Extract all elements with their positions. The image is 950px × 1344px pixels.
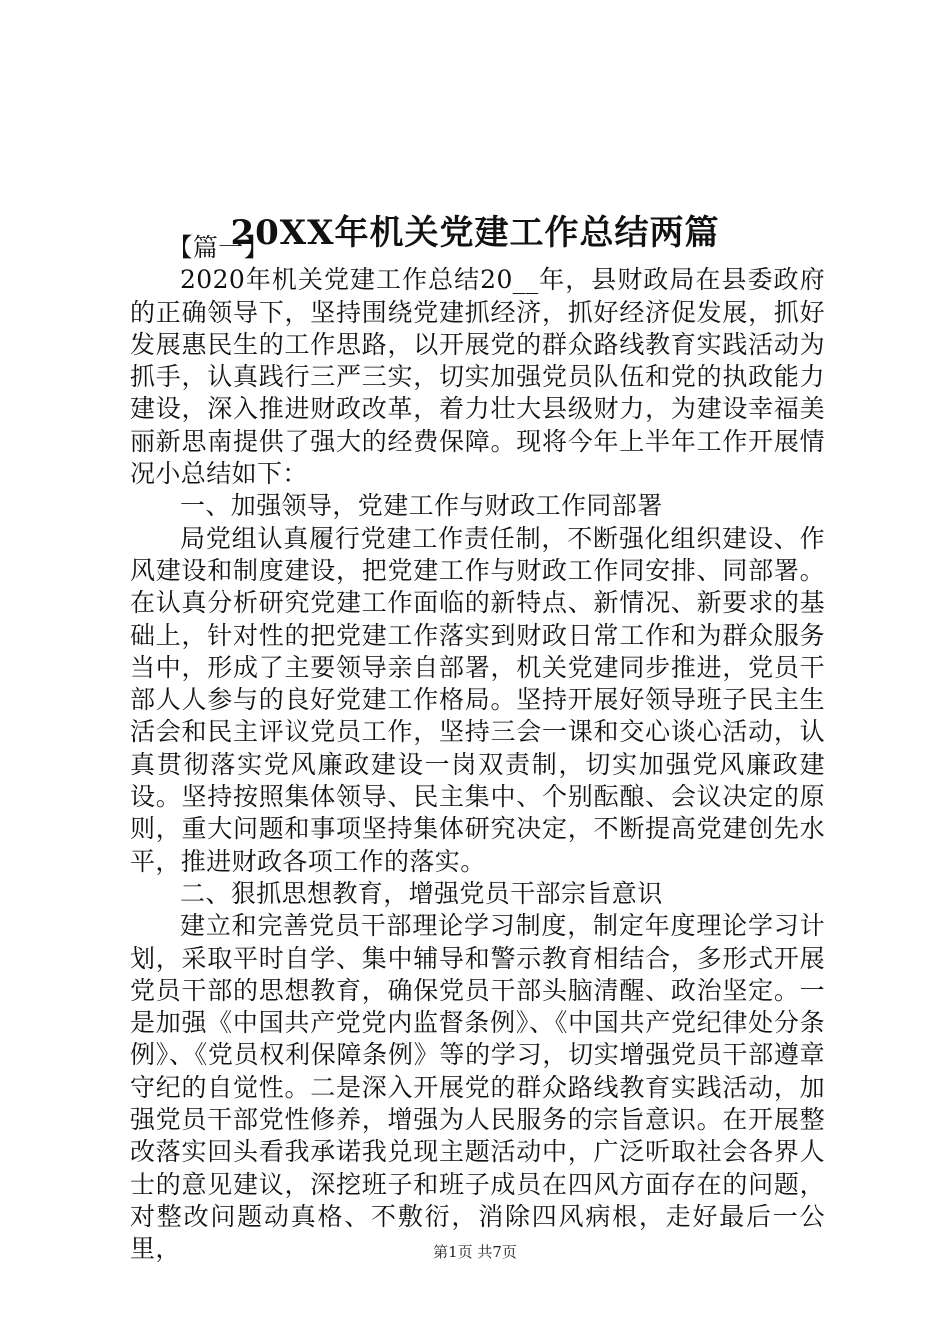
document-body: [130, 232, 825, 1266]
section-heading-2: 二、狠抓思想教育，增强党员干部宗旨意识: [180, 878, 663, 908]
section-label: 【篇一】: [167, 233, 270, 262]
section-paragraph-1: 局党组认真履行党建工作责任制，不断强化组织建设、作风建设和制度建设，把党建工作与财政工作同安排、同部署。在认真分析研究党建工作面临的新特点、新情况、新要求的基础上，针对性的把党建工作落实到财政日常工作和为群众服务当中，形成了主要领导亲自部署，机关党建同步推进，党员干部人人参与的良好党建工作格局。坚持开展好领导班子民主生活会和民主评议党员工作，坚持三会一课和交心谈心活动，认真贯彻落实党风廉政建设一岗双责制，切实加强党风廉政建设。坚持按照集体领导、民主集中、个别酝酿、会议决定的原则，重大问题和事项坚持集体研究决定，不断提高党建创先水平，推进财政各项工作的落实。: [130, 523, 825, 876]
page-footer: 第1页 共7页: [433, 1243, 517, 1261]
section-heading-1: 一、加强领导，党建工作与财政工作同部署: [180, 491, 663, 521]
document-title: 20XX年机关党建工作总结两篇: [230, 212, 720, 253]
intro-paragraph: 2020年机关党建工作总结20__年，县财政局在县委政府的正确领导下，坚持围绕党建抓经济，抓好经济促发展，抓好发展惠民生的工作思路，以开展党的群众路线教育实践活动为抓手，认真践行三严三实，切实加强党员队伍和党的执政能力建设，深入推进财政改革，着力壮大县级财力，为建设幸福美丽新思南提供了强大的经费保障。现将今年上半年工作开展情况小总结如下：: [130, 265, 825, 489]
section-paragraph-2: 建立和完善党员干部理论学习制度，制定年度理论学习计划，采取平时自学、集中辅导和警示教育相结合，多形式开展党员干部的思想教育，确保党员干部头脑清醒、政治坚定。一是加强《中国共产党党内监督条例》、《中国共产党纪律处分条例》、《党员权利保障条例》等的学习，切实增强党员干部遵章守纪的自觉性。二是深入开展党的群众路线教育实践活动，加强党员干部党性修养，增强为人民服务的宗旨意识。在开展整改落实回头看我承诺我兑现主题活动中，广泛听取社会各界人士的意见建议，深挖班子和班子成员在四风方面存在的问题，对整改问题动真格、不敷衍，消除四风病根，走好最后一公里，: [130, 911, 825, 1264]
